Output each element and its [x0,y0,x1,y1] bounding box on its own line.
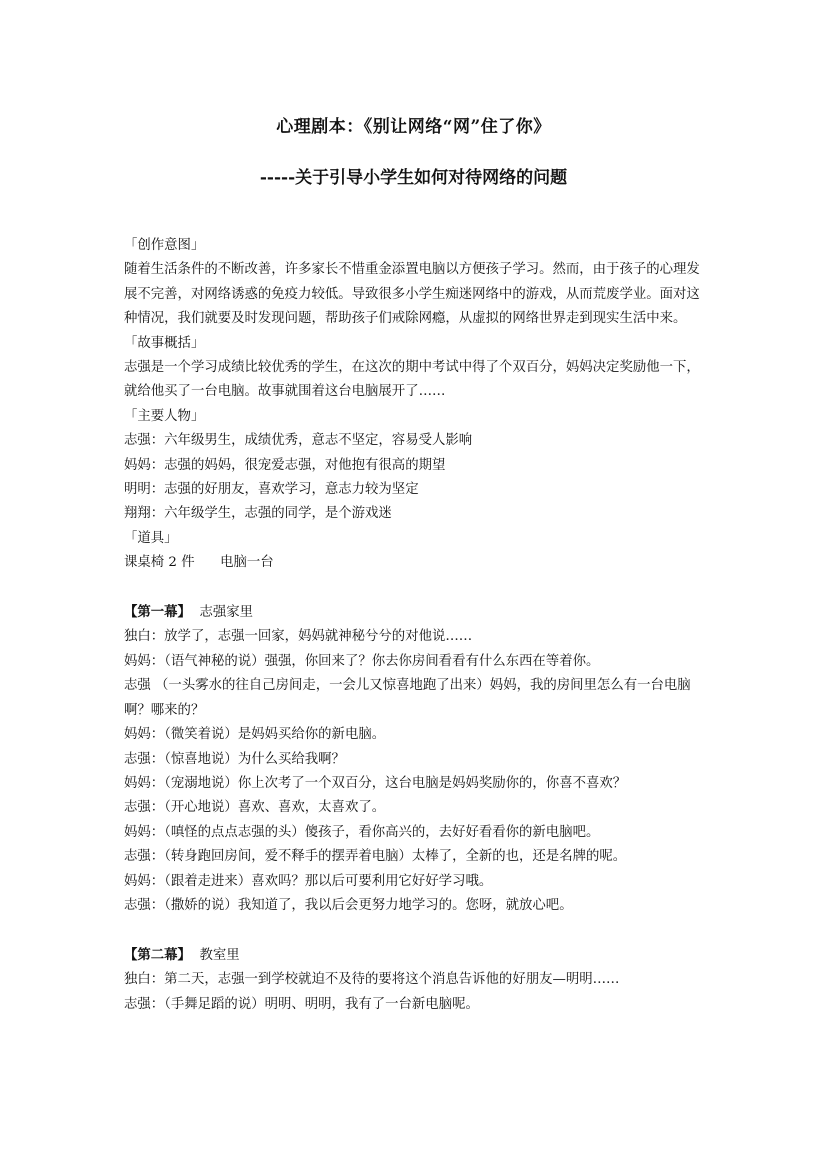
script-line: 志强 （一头雾水的往自己房间走，一会儿又惊喜地跑了出来）妈妈，我的房间里怎么有一台电脑啊？哪来的？ [124,678,691,718]
script-line: 志强：（手舞足蹈的说）明明、明明，我有了一台新电脑呢。 [124,996,479,1012]
props-line: 课桌椅 2 件 电脑一台 [124,555,274,571]
document-subtitle: -----关于引导小学生如何对待网络的问题 [259,168,568,188]
act2-marker: 【第二幕】 [124,946,191,963]
props-heading: 「道具」 [124,530,178,546]
character-line: 妈妈：志强的妈妈，很宠爱志强，对他抱有很高的期望 [124,457,446,473]
spacer [124,576,706,600]
document-body [124,234,706,1017]
character-line: 翔翔：六年级学生，志强的同学，是个游戏迷 [124,506,392,522]
summary-heading: 「故事概括」 [124,335,205,351]
act1-heading [124,600,706,625]
document-title: 心理剧本：《别让网络“网”住了你》 [276,117,551,137]
script-line: 志强：（转身跑回房间，爱不释手的摆弄着电脑）太棒了，全新的也，还是名牌的呢。 [124,849,627,865]
act1-place: 志强家里 [190,605,254,621]
intent-paragraph: 随着生活条件的不断改善，许多家长不惜重金添置电脑以方便孩子学习。然而，由于孩子的心理发展不完善，对网络诱惑的免疫力较低。导致很多小学生痴迷网络中的游戏，从而荒废学业。面对这种情况，我们就要及时发现问题，帮助孩子们戒除网瘾，从虚拟的网络世界走到现实生活中来。 [124,262,700,327]
character-line: 志强：六年级男生，成绩优秀，意志不坚定，容易受人影响 [124,433,473,449]
script-line: 志强：（惊喜地说）为什么买给我啊？ [124,751,345,767]
spacer [124,918,706,942]
script-line: 志强：（开心地说）喜欢、喜欢，太喜欢了。 [124,800,386,816]
script-line: 志强：（撒娇的说）我知道了，我以后会更努力地学习的。您呀，就放心吧。 [124,897,573,913]
characters-heading: 「主要人物」 [124,408,205,424]
act2-heading [124,943,706,968]
act1-marker: 【第一幕】 [124,604,191,621]
script-line: 妈妈：（嗔怪的点点志强的头）傻孩子，看你高兴的，去好好看看你的新电脑吧。 [124,824,600,840]
script-line: 妈妈：（微笑着说）是妈妈买给你的新电脑。 [124,727,386,743]
script-line: 妈妈：（语气神秘的说）强强，你回来了？你去你房间看看有什么东西在等着你。 [124,653,600,669]
script-line: 独白：放学了，志强一回家，妈妈就神秘兮兮的对他说…… [124,629,473,645]
script-line: 独白：第二天，志强一到学校就迫不及待的要将这个消息告诉他的好朋友—明明…… [124,972,620,988]
character-line: 明明：志强的好朋友，喜欢学习，意志力较为坚定 [124,482,419,498]
summary-paragraph: 志强是一个学习成绩比较优秀的学生，在这次的期中考试中得了个双百分，妈妈决定奖励他一下，就给他买了一台电脑。故事就围着这台电脑展开了…… [124,360,700,400]
act2-place: 教室里 [190,947,240,963]
intent-heading: 「创作意图」 [124,238,205,253]
script-line: 妈妈：（跟着走进来）喜欢吗？那以后可要利用它好好学习哦。 [124,873,493,889]
script-line: 妈妈：（宠溺地说）你上次考了一个双百分，这台电脑是妈妈奖励你的，你喜不喜欢？ [124,775,627,791]
